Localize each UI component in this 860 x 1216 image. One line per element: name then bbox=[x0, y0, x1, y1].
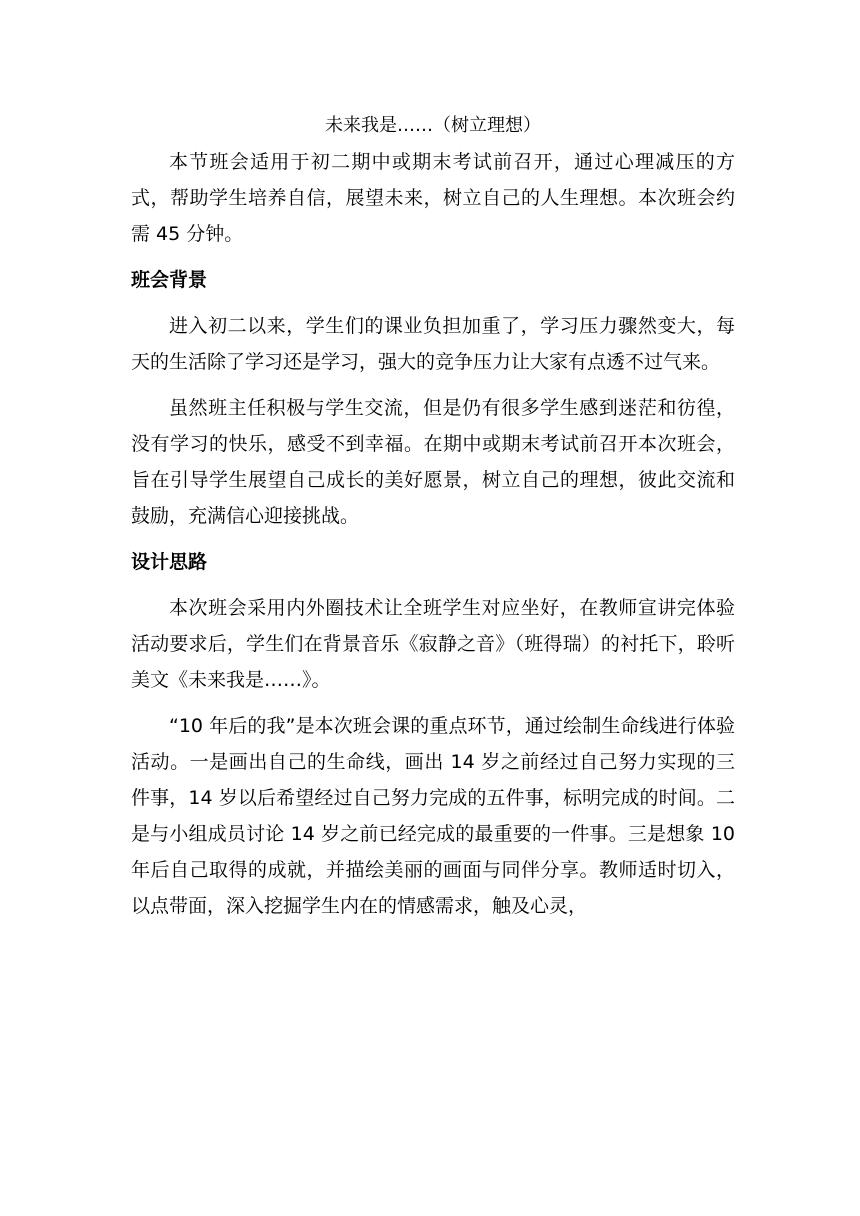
design-paragraph-2: “10 年后的我”是本次班会课的重点环节，通过绘制生命线进行体验活动。一是画出自己的生命线，画出 14 岁之前经过自己努力实现的三件事，14 岁以后希望经过自己努力完成的五件事，标明完成的时间。二是与小组成员讨论 14 岁之前已经完成的最重要的一件事。三是想象 10 年后自己取得的成就，并描绘美丽的画面与同伴分享。教师适时切入，以点带面，深入挖掘学生内在的情感需求，触及心灵， bbox=[131, 715, 735, 917]
design-paragraph-1: 本次班会采用内外圈技术让全班学生对应坐好，在教师宣讲完体验活动要求后，学生们在背景音乐《寂静之音》（班得瑞）的衬托下，聆听美文《未来我是……》。 bbox=[131, 597, 735, 691]
document-title: 未来我是……（树立理想） bbox=[325, 115, 541, 136]
spacer bbox=[131, 580, 735, 590]
section-heading-background: 班会背景 bbox=[131, 269, 208, 291]
intro-paragraph: 本节班会适用于初二期中或期末考试前召开，通过心理减压的方式，帮助学生培养自信，展望未来，树立自己的人生理想。本次班会约需 45 分钟。 bbox=[131, 151, 735, 245]
spacer bbox=[131, 380, 735, 390]
document-body bbox=[131, 108, 735, 924]
section-heading-design: 设计思路 bbox=[131, 551, 208, 573]
spacer bbox=[131, 534, 735, 544]
spacer bbox=[131, 698, 735, 708]
spacer bbox=[131, 298, 735, 308]
spacer bbox=[131, 252, 735, 262]
background-paragraph-1: 进入初二以来，学生们的课业负担加重了，学习压力骤然变大，每天的生活除了学习还是学习，强大的竞争压力让大家有点透不过气来。 bbox=[131, 315, 735, 373]
background-paragraph-2: 虽然班主任积极与学生交流，但是仍有很多学生感到迷茫和彷徨，没有学习的快乐，感受不到幸福。在期中或期末考试前召开本次班会，旨在引导学生展望自己成长的美好愿景，树立自己的理想，彼此交流和鼓励，充满信心迎接挑战。 bbox=[131, 397, 735, 527]
